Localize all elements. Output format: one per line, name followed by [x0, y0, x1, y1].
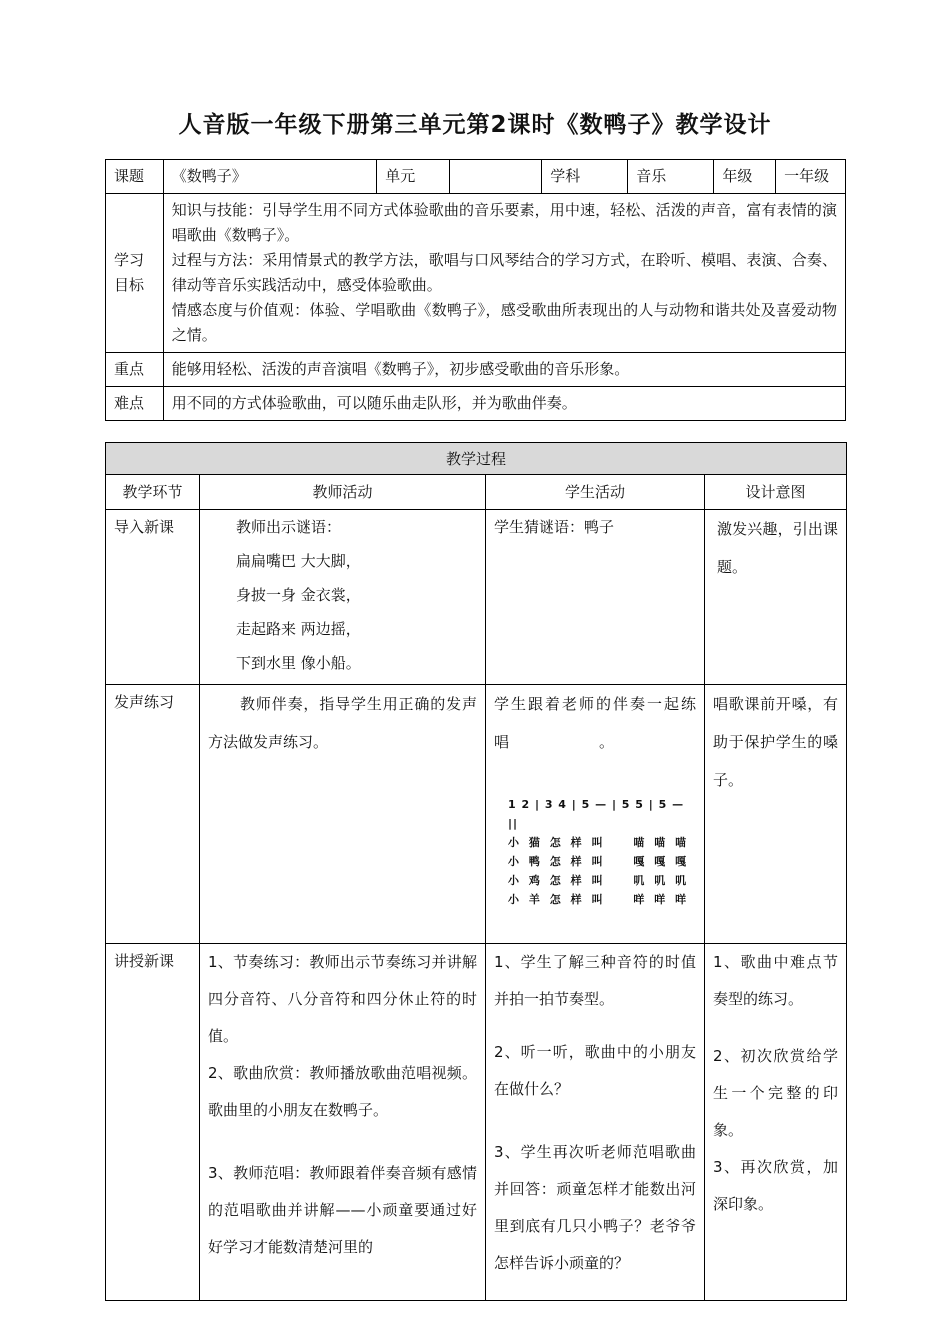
design-intent-cell: 唱歌课前开嗓，有助于保护学生的嗓子。 [705, 685, 847, 944]
notation-lyrics-line: 小 鸭 怎 样 叫 嘎 嘎 嘎 [508, 855, 688, 868]
grade-value: 一年级 [776, 160, 846, 194]
student-activity-cell [486, 685, 705, 944]
topic-label: 课题 [106, 160, 164, 194]
document-title: 人音版一年级下册第三单元第2课时《数鸭子》教学设计 [178, 112, 772, 138]
notation-melody: 1 2 | 3 4 | 5 — | 5 5 | 5 — || [508, 798, 685, 830]
teacher-activity-cell [200, 510, 486, 685]
student-step-answer: 3、学生再次听老师范唱歌曲并回答：顽童怎样才能数出河里到底有几只小鸭子？老爷爷怎样告诉小顽童的？ [494, 1143, 696, 1272]
teaching-process-table [105, 442, 847, 1301]
riddle-line: 身披一身 金衣裳， [236, 586, 361, 604]
riddle-intro: 教师出示谜语： [236, 518, 342, 536]
goal-knowledge: 知识与技能：引导学生用不同方式体验歌曲的音乐要素，用中速，轻松、活泼的声音，富有表情的演唱歌曲《数鸭子》。 [171, 201, 837, 244]
key-point-label: 重点 [106, 353, 164, 387]
student-activity-cell: 学生猜谜语：鸭子 [486, 510, 705, 685]
notation-lyrics-line: 小 猫 怎 样 叫 喵 喵 喵 [508, 836, 688, 849]
student-activity-cell [486, 944, 705, 1301]
teacher-step-demo-singing: 3、教师范唱：教师跟着伴奏音频有感情的范唱歌曲并讲解——小顽童要通过好好学习才能数清楚河里的 [208, 1164, 477, 1256]
vocal-exercise-notation [508, 795, 696, 909]
goal-emotion: 情感态度与价值观：体验、学唱歌曲《数鸭子》，感受歌曲所表现出的人与动物和谐共处及喜爱动物之情。 [171, 301, 837, 344]
design-intent-cell: 激发兴趣，引出课题。 [705, 510, 847, 685]
column-header-teacher: 教师活动 [200, 475, 486, 510]
riddle-line: 走起路来 两边摇， [236, 620, 361, 638]
process-header: 教学过程 [106, 443, 847, 475]
intent-step-rhythm: 1、歌曲中难点节奏型的练习。 [713, 953, 839, 1008]
unit-label: 单元 [377, 160, 450, 194]
stage-cell: 发声练习 [106, 685, 200, 944]
riddle-line: 下到水里 像小船。 [236, 654, 361, 672]
difficult-point-text: 用不同的方式体验歌曲，可以随乐曲走队形，并为歌曲伴奏。 [163, 387, 845, 421]
teacher-activity-cell [200, 944, 486, 1301]
goals-label: 学习目标 [106, 194, 164, 353]
key-point-text: 能够用轻松、活泼的声音演唱《数鸭子》，初步感受歌曲的音乐形象。 [163, 353, 845, 387]
notation-lyrics-line: 小 鸡 怎 样 叫 叽 叽 叽 [508, 874, 688, 887]
column-header-stage: 教学环节 [106, 475, 200, 510]
student-step-listening: 2、听一听，歌曲中的小朋友在做什么？ [494, 1043, 696, 1098]
student-activity-text: 学生跟着老师的伴奏一起练唱 。 [494, 695, 696, 751]
teacher-activity-cell: 教师伴奏，指导学生用正确的发声方法做发声练习。 [200, 685, 486, 944]
column-header-intent: 设计意图 [705, 475, 847, 510]
grade-label: 年级 [714, 160, 776, 194]
notation-lyrics-line: 小 羊 怎 样 叫 咩 咩 咩 [508, 893, 688, 906]
column-header-student: 学生活动 [486, 475, 705, 510]
difficult-point-label: 难点 [106, 387, 164, 421]
design-intent-cell [705, 944, 847, 1301]
student-step-rhythm: 1、学生了解三种音符的时值并拍一拍节奏型。 [494, 953, 696, 1008]
topic-value: 《数鸭子》 [163, 160, 377, 194]
lesson-info-table [105, 159, 846, 421]
goal-process: 过程与方法：采用情景式的教学方法，歌唱与口风琴结合的学习方式，在聆听、模唱、表演、合奏、律动等音乐实践活动中，感受体验歌曲。 [171, 251, 837, 294]
subject-value: 音乐 [628, 160, 714, 194]
intent-step-repeat: 3、再次欣赏，加深印象。 [713, 1158, 839, 1213]
riddle-line: 扁扁嘴巴 大大脚， [236, 552, 361, 570]
stage-cell: 导入新课 [106, 510, 200, 685]
goals-content [163, 194, 845, 353]
teacher-step-listening: 2、歌曲欣赏：教师播放歌曲范唱视频。歌曲里的小朋友在数鸭子。 [208, 1064, 477, 1119]
intent-step-listening: 2、初次欣赏给学生一个完整的印象。 [713, 1047, 839, 1139]
subject-label: 学科 [542, 160, 628, 194]
teacher-step-rhythm: 1、节奏练习：教师出示节奏练习并讲解四分音符、八分音符和四分休止符的时值。 [208, 953, 477, 1045]
unit-value [450, 160, 542, 194]
stage-cell: 讲授新课 [106, 944, 200, 1301]
